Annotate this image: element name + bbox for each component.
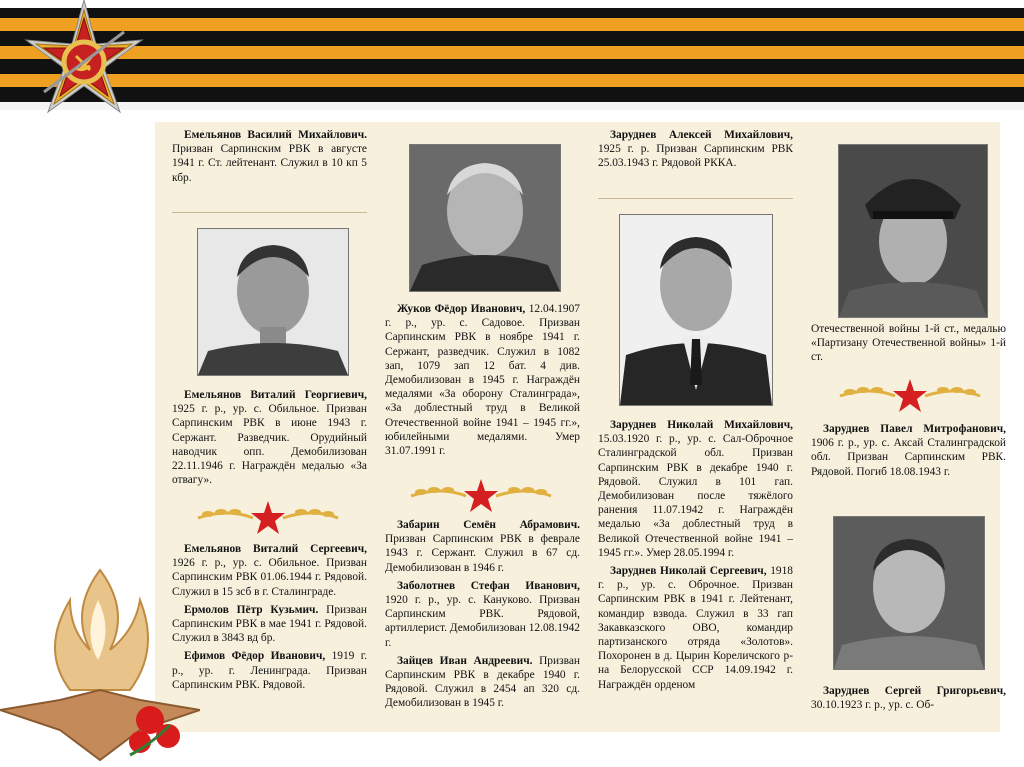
entry-text: Призван Сарпинским РВК в августе 1941 г. Ст. лейтенант. Служил в 10 кп 5 кбр. [172, 143, 367, 184]
entry-emelyanov-vitaly-g [172, 388, 367, 491]
entry-text: 30.10.1923 г. р., ур. с. Об- [811, 699, 935, 712]
entry-text: 12.04.1907 г. р., ур. с. Садовое. Призван Сарпинским РВК в ноябре 1941 г. Сержант, разведчик. Служил в 1082 зап, 1079 зап 12 бат. 4 див. Демобилизован в 1945 г. Награждён медалями «За оборону Сталинграда», «За доблестный труд в Великой Отечественной войне 1941 – 1945 гг.», юбилейными медалями. Умер 31.07.1991 г. [385, 303, 580, 458]
entry-text: 1925 г. р., ур. с. Обильное. Призван Сарпинским РВК в июне 1943 г. Сержант. Разведчик. Орудийный наводчик опп. Демобилизован 22.11.1946 г. Награждён медалью «За отвагу». [172, 403, 367, 487]
entry-zarudnev-nikolay-m [598, 418, 793, 696]
entry-text: Призван Сарпинским РВК в феврале 1943 г. Сержант. Служил в 67 сд. Демобилизован в 1946 г. [385, 533, 580, 574]
eternal-flame-icon [0, 560, 200, 767]
entry-name: Ермолов Пётр Кузьмич. [184, 603, 319, 616]
rule [172, 212, 367, 213]
portrait-zarudnev-nikolay [619, 214, 773, 406]
entry-text: Призван Сарпинским РВК в декабре 1940 г. Рядовой. Служил в 2454 ап 320 сд. Демобилизован в 1945 г. [385, 654, 580, 710]
laurel-star-divider [406, 478, 556, 514]
portrait-zarudnev-pavel [838, 144, 988, 318]
entry-name: Ефимов Фёдор Иванович, [184, 650, 326, 663]
entry-name: Заруднев Алексей Михайлович, [610, 129, 793, 141]
entry-name: Заруднев Павел Митрофанович, [823, 423, 1006, 435]
entry-text: 1925 г. р. Призван Сарпинским РВК 25.03.1943 г. Рядовой РККА. [598, 143, 793, 170]
laurel-star-divider [835, 378, 985, 414]
portrait-zhukov [409, 144, 561, 292]
entry-emelyanov-vitaly-s [172, 542, 367, 696]
order-patriotic-war-icon [20, 0, 148, 128]
entry-emelyanov-vasily [172, 128, 367, 189]
st-george-ribbon [0, 0, 1024, 110]
laurel-star-divider [193, 500, 343, 536]
entry-text: Отечественной войны 1-й ст., медалью «Партизану Отечественной войны» 1-й ст. [811, 323, 1006, 364]
entry-name: Емельянов Виталий Георгиевич, [184, 389, 367, 401]
entry-name: Заруднев Николай Сергеевич, [610, 565, 767, 578]
entry-zarudnev-nikolay-s-cont [811, 322, 1006, 369]
entry-zarudnev-pavel [811, 422, 1006, 483]
entry-name: Зайцев Иван Андреевич. [397, 654, 533, 667]
entry-name: Заболотнев Стефан Иванович, [397, 579, 580, 592]
rule [598, 198, 793, 199]
entry-text: 1920 г. р., ур. с. Кануково. Призван Сарпинским РВК. Рядовой, артиллерист. Демобилизован 12.08.1942 г. [385, 594, 580, 649]
entry-zhukov [385, 302, 580, 462]
entry-zabarin [385, 518, 580, 715]
entry-name: Заруднев Николай Михайлович, [610, 419, 793, 431]
portrait-zarudnev-sergey [833, 516, 985, 670]
entry-name: Забарин Семён Абрамович. [397, 519, 580, 531]
entry-name: Емельянов Василий Михайлович. [184, 129, 367, 141]
entry-text: 15.03.1920 г. р., ур. с. Сал-Оброчное Сталинградской обл. Призван Сарпинским РВК в декабре 1940 г. Рядовой. Служил в 101 гап. Демобилизован после тяжёлого ранения 11.07.1942 г. Награждён медалью «За доблестный труд в Великой Отечественной войне 1941 – 1945 гг.». Умер 28.05.1994 г. [598, 433, 793, 559]
entry-text: 1926 г. р., ур. с. Обильное. Призван Сарпинским РВК 01.06.1944 г. Рядовой. Служил в 15 зсб в г. Сталинграде. [172, 557, 367, 598]
entry-name: Заруднев Сергей Григорьевич, [823, 685, 1006, 697]
entry-text: 1906 г. р., ур. с. Аксай Сталинградской обл. Призван Сарпинским РВК. Рядовой. Погиб 18.08.1943 г. [811, 437, 1006, 478]
entry-name: Жуков Фёдор Иванович, [397, 303, 526, 315]
entry-zarudnev-aleksey [598, 128, 793, 175]
entry-zarudnev-sergey [811, 684, 1006, 716]
book-page [155, 122, 1006, 732]
entry-text: Призван Сарпинским РВК в мае 1941 г. Рядовой. Служил в 3843 вд бр. [172, 603, 367, 645]
entry-text: 1918 г. р., ур. с. Оброчное. Призван Сарпинским РВК в 1941 г. Лейтенант, командир взвода. Служил в 33 гап Закавказского ОВО, командир партизанского отряда «Золотов». Похоронен в д. Цырин Кореличского р-на Белорусской ССР 14.09.1942 г. Награждён орденом [598, 565, 793, 691]
entry-text: 1919 г. р., ур. г. Ленинграда. Призван Сарпинским РВК. Рядовой. [172, 650, 367, 691]
entry-name: Емельянов Виталий Сергеевич, [184, 543, 367, 555]
portrait-emelyanov-vitaly [197, 228, 349, 376]
